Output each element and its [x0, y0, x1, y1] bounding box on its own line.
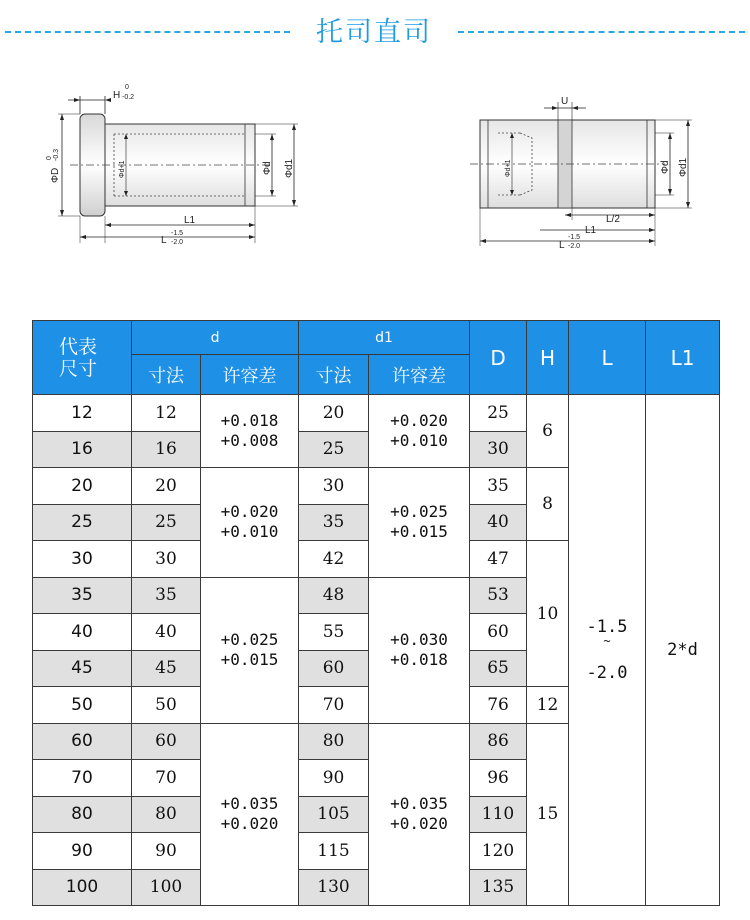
cell-d: 80	[132, 796, 201, 833]
cell-d1-tol	[369, 395, 470, 468]
header-d1: d1	[299, 321, 470, 355]
cell-d: 100	[132, 869, 201, 906]
header-code-line1: 代表	[59, 335, 98, 358]
dim-L-right: L	[559, 240, 565, 251]
dim-U: U	[561, 96, 569, 107]
cell-D: 47	[470, 541, 527, 578]
tol-upper: +0.020	[390, 411, 448, 430]
cell-H: 12	[527, 687, 569, 724]
dim-H-tol-lower: -0.2	[122, 94, 135, 101]
tol-lower: +0.020	[390, 814, 448, 834]
cell-H: 15	[527, 723, 569, 906]
title-dash-left	[5, 31, 290, 33]
cell-d-tol	[201, 723, 299, 906]
dim-H-tol-upper: 0	[125, 84, 129, 91]
tol-upper: +0.030	[390, 630, 448, 649]
cell-d: 30	[132, 541, 201, 578]
cell-d1: 80	[299, 723, 369, 760]
cell-code: 100	[33, 869, 132, 906]
tol-lower: +0.015	[220, 650, 279, 669]
tol-upper: +0.025	[390, 502, 448, 522]
cell-d1: 70	[299, 687, 369, 724]
title-dash-right	[458, 31, 745, 33]
cell-d1: 48	[299, 577, 369, 614]
cell-d1: 55	[299, 614, 369, 651]
cell-d1: 30	[299, 468, 369, 505]
header-code-line2: 尺寸	[59, 357, 98, 380]
L-lower: -2.0	[586, 662, 628, 683]
cell-D: 30	[470, 431, 527, 468]
dim-L-tol-lower: -2.0	[171, 239, 184, 246]
cell-D: 96	[470, 760, 527, 797]
cell-d1-tol	[369, 468, 470, 578]
cell-d1-tol	[369, 577, 470, 723]
header-H: H	[527, 321, 569, 395]
cell-H: 6	[527, 395, 569, 468]
header-d-size: 寸法	[132, 355, 201, 395]
cell-d1: 60	[299, 650, 369, 687]
header-L: L	[569, 321, 646, 395]
dim-H: H	[113, 90, 121, 101]
cell-d1: 35	[299, 504, 369, 541]
cell-code: 16	[33, 431, 132, 468]
cell-d-tol	[201, 468, 299, 578]
cell-d1: 105	[299, 796, 369, 833]
dim-phid-plus1-right: Φd+1	[505, 159, 512, 177]
header-code	[33, 321, 132, 395]
drawing-flanged-bushing	[40, 78, 330, 258]
title-row	[0, 10, 750, 54]
cell-d: 50	[132, 687, 201, 724]
cell-d: 16	[132, 431, 201, 468]
dim-L-tol-lower-right: -2.0	[568, 243, 581, 250]
cell-d1: 130	[299, 869, 369, 906]
cell-d-tol	[201, 395, 299, 468]
cell-code: 30	[33, 541, 132, 578]
cell-D: 135	[470, 869, 527, 906]
cell-d1: 25	[299, 431, 369, 468]
cell-code: 45	[33, 650, 132, 687]
dim-phid-right: Φd	[660, 160, 671, 174]
header-L1: L1	[646, 321, 720, 395]
cell-D: 40	[470, 504, 527, 541]
dim-phid1-right: Φd1	[678, 157, 689, 177]
cell-d: 40	[132, 614, 201, 651]
cell-code: 80	[33, 796, 132, 833]
drawing-flanged-bushing-svg	[40, 78, 330, 258]
header-d: d	[132, 321, 299, 355]
cell-code: 90	[33, 833, 132, 870]
drawing-straight-bushing	[460, 78, 710, 258]
cell-code: 60	[33, 723, 132, 760]
dim-L-tol-upper: -1.5	[171, 230, 184, 237]
header-D: D	[470, 321, 527, 395]
cell-H: 8	[527, 468, 569, 541]
cell-d: 20	[132, 468, 201, 505]
cell-code: 70	[33, 760, 132, 797]
tol-lower: +0.018	[390, 650, 448, 669]
cell-d: 70	[132, 760, 201, 797]
cell-d1: 42	[299, 541, 369, 578]
dim-L-tol-upper-right: -1.5	[568, 234, 581, 241]
drawing-straight-bushing-svg	[460, 78, 710, 258]
cell-d: 60	[132, 723, 201, 760]
cell-L1: 2*d	[646, 395, 720, 906]
tol-upper: +0.025	[220, 630, 279, 649]
cell-d: 25	[132, 504, 201, 541]
table-row	[33, 395, 720, 432]
cell-code: 35	[33, 577, 132, 614]
dim-L: L	[161, 235, 167, 246]
cell-D: 76	[470, 687, 527, 724]
spec-table	[32, 320, 720, 906]
tol-upper: +0.020	[220, 502, 279, 522]
tol-upper: +0.035	[390, 794, 448, 814]
tol-upper: +0.035	[220, 794, 279, 814]
cell-D: 60	[470, 614, 527, 651]
L-upper: -1.5	[586, 616, 628, 637]
cell-D: 86	[470, 723, 527, 760]
page-title: 托司直司	[316, 17, 432, 48]
dim-phid1: Φd1	[284, 158, 295, 178]
cell-d: 12	[132, 395, 201, 432]
cell-code: 40	[33, 614, 132, 651]
dim-phid-plus1: Φd+1	[119, 160, 126, 178]
cell-code: 50	[33, 687, 132, 724]
tol-lower: +0.020	[220, 814, 279, 834]
cell-code: 12	[33, 395, 132, 432]
dim-L1: L1	[184, 215, 196, 226]
header-d1-tolerance: 许容差	[369, 355, 470, 395]
cell-d: 35	[132, 577, 201, 614]
cell-D: 35	[470, 468, 527, 505]
cell-D: 53	[470, 577, 527, 614]
cell-D: 120	[470, 833, 527, 870]
cell-d1: 20	[299, 395, 369, 432]
cell-L	[569, 395, 646, 906]
tol-upper: +0.018	[220, 411, 279, 430]
cell-d1: 115	[299, 833, 369, 870]
dim-phiD-tol-lower: -0.3	[53, 148, 60, 161]
dim-phiD: ΦD	[50, 167, 61, 183]
tol-lower: +0.008	[220, 431, 279, 450]
cell-D: 65	[470, 650, 527, 687]
dim-phiD-tol-upper: 0	[46, 156, 53, 160]
cell-code: 25	[33, 504, 132, 541]
cell-d1-tol	[369, 723, 470, 906]
cell-D: 25	[470, 395, 527, 432]
L-tilde: ~	[603, 633, 611, 648]
cell-D: 110	[470, 796, 527, 833]
cell-d: 90	[132, 833, 201, 870]
dim-L-half: L/2	[606, 214, 620, 225]
header-d1-size: 寸法	[299, 355, 369, 395]
dim-L1-right: L1	[585, 225, 597, 236]
cell-H: 10	[527, 541, 569, 687]
cell-d: 45	[132, 650, 201, 687]
header-d-tolerance: 许容差	[201, 355, 299, 395]
cell-d1: 90	[299, 760, 369, 797]
tol-lower: +0.010	[390, 431, 448, 450]
tol-lower: +0.015	[390, 522, 448, 542]
tol-lower: +0.010	[220, 522, 279, 542]
cell-code: 20	[33, 468, 132, 505]
dim-phid: Φd	[262, 161, 273, 175]
cell-d-tol	[201, 577, 299, 723]
